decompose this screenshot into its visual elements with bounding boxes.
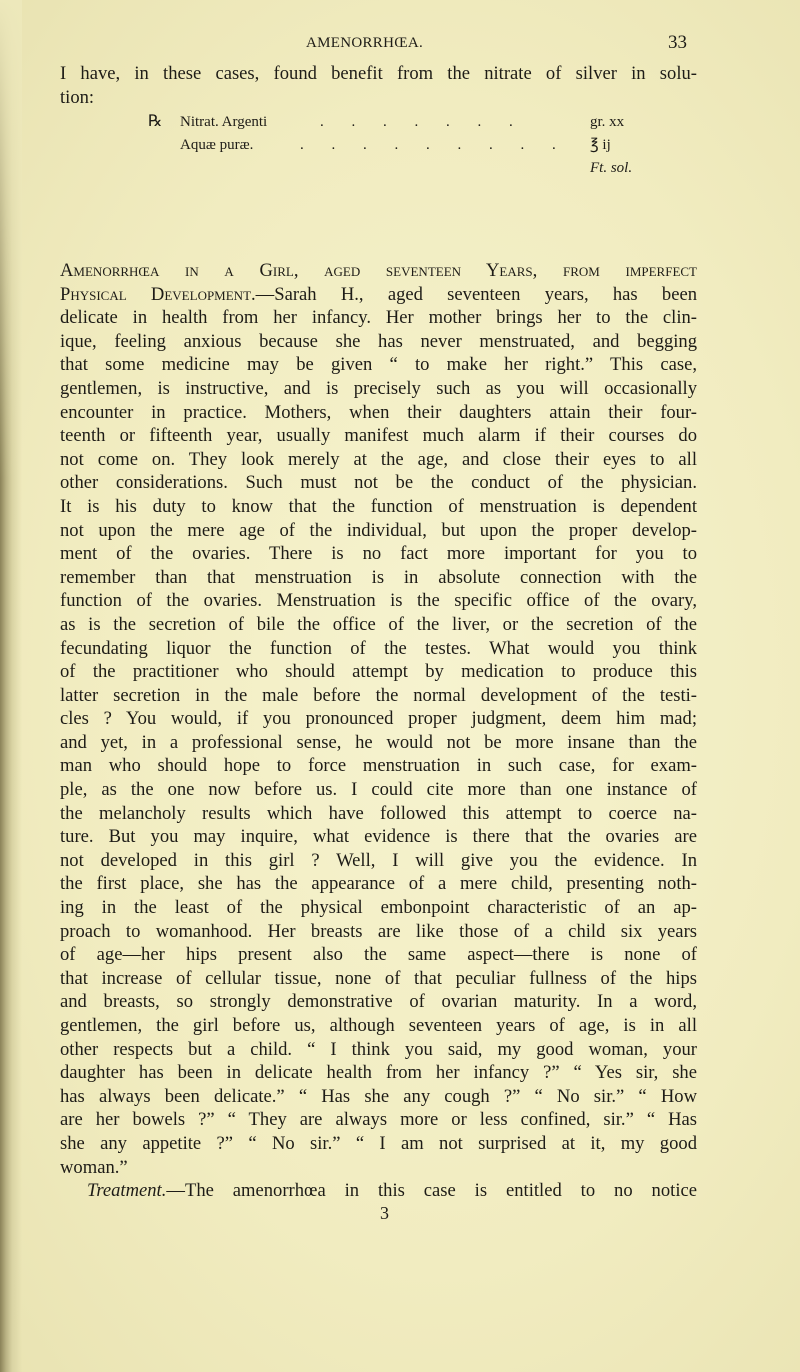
text-line: ique, feeling anxious because she has never menstruated, and begging xyxy=(60,330,697,352)
text-line: ing in the least of the physical embonpoint characteristic of an ap- xyxy=(60,897,697,919)
text-line: teenth or fifteenth year, usually manifest much alarm if their courses do xyxy=(60,425,697,447)
text-line: that some medicine may be given “ to make her right.” This case, xyxy=(60,354,697,376)
ingredient-quantity: ℥ ij xyxy=(590,137,611,153)
intro-paragraph xyxy=(60,62,697,109)
ingredient-name: Nitrat. Argenti xyxy=(180,114,268,130)
text-line: ment of the ovaries. There is no fact more important for you to xyxy=(60,543,697,565)
text-line: other considerations. Such must not be the conduct of the physician. xyxy=(60,472,697,494)
recipe-symbol: ℞ xyxy=(148,113,163,130)
leader-dots: . . . . . . . xyxy=(320,114,525,130)
prescription-item xyxy=(0,134,800,156)
text-fragment: —The amenorrhœa in this case is entitled to no notice xyxy=(166,1180,697,1202)
text-line: proach to womanhood. Her breasts are like those of a child six years xyxy=(60,920,697,942)
text-line: and yet, in a professional sense, he would not be more insane than the xyxy=(60,731,697,753)
page-number: 33 xyxy=(668,32,687,53)
text-line: that increase of cellular tissue, none of that peculiar fullness of the hips xyxy=(60,967,697,989)
ingredient-quantity: gr. xx xyxy=(590,114,625,130)
text-line: function of the ovaries. Menstruation is the specific office of the ovary, xyxy=(60,590,697,612)
case-section xyxy=(60,259,697,1203)
text-line: as is the secretion of bile the office of the liver, or the secretion of the xyxy=(60,613,697,635)
text-line: other respects but a child. “ I think you said, my good woman, your xyxy=(60,1038,697,1060)
signature-mark: 3 xyxy=(380,1203,389,1223)
text-line: delicate in health from her infancy. Her mother brings her to the clin- xyxy=(60,307,697,329)
text-line: remember than that menstruation is in absolute connection with the xyxy=(60,566,697,588)
text-line: not developed in this girl ? Well, I will give you the evidence. In xyxy=(60,849,697,871)
text-line: the melancholy results which have followed this attempt to coerce na- xyxy=(60,802,697,824)
text-line: of age—her hips present also the same aspect—there is none of xyxy=(60,944,697,966)
text-line: fecundating liquor the function of the testes. What would you think xyxy=(60,637,697,659)
section-heading: Amenorrhœa in a Girl, aged seventeen Years, from imperfect xyxy=(60,260,697,281)
text-fragment: —Sarah H., aged seventeen years, has been xyxy=(255,283,697,305)
prescription-instruction: Ft. sol. xyxy=(590,160,633,176)
text-line: ture. But you may inquire, what evidence is there that the ovaries are xyxy=(60,826,697,848)
leader-dots: . . . . . . . . . xyxy=(300,137,568,153)
text-line: encounter in practice. Mothers, when their daughters attain their four- xyxy=(60,401,697,423)
text-line: not upon the mere age of the individual, but upon the proper develop- xyxy=(60,519,697,541)
text-line xyxy=(60,283,697,307)
text-line: not come on. They look merely at the age, and close their eyes to all xyxy=(60,448,697,470)
text-line: has always been delicate.” “ Has she any cough ?” “ No sir.” “ How xyxy=(60,1085,697,1107)
text-line: gentlemen, is instructive, and is precisely such as you will occasionally xyxy=(60,377,697,399)
prescription-item xyxy=(0,111,800,133)
case-body xyxy=(60,306,697,1179)
text-line: and breasts, so strongly demonstrative of ovarian maturity. In a word, xyxy=(60,991,697,1013)
text-line: tion: xyxy=(60,86,95,108)
text-line: of the practitioner who should attempt by medication to produce this xyxy=(60,661,697,683)
running-title: AMENORRHŒA. xyxy=(306,35,424,51)
treatment-line xyxy=(60,1179,697,1203)
text-line: latter secretion in the male before the normal development of the testi- xyxy=(60,684,697,706)
text-line: are her bowels ?” “ They are always more or less confined, sir.” “ Has xyxy=(60,1109,697,1131)
text-line: man who should hope to force menstruation in such case, for exam- xyxy=(60,755,697,777)
text-line: woman.” xyxy=(60,1156,128,1178)
ingredient-name: Aquæ puræ. xyxy=(180,137,254,153)
text-line: cles ? You would, if you pronounced proper judgment, deem him mad; xyxy=(60,708,697,730)
text-line: gentlemen, the girl before us, although seventeen years of age, is in all xyxy=(60,1015,697,1036)
text-line: ple, as the one now before us. I could cite more than one instance of xyxy=(60,779,697,801)
text-line: I have, in these cases, found benefit from the nitrate of silver in solu- xyxy=(60,63,697,84)
binding-fade xyxy=(0,0,22,480)
running-header xyxy=(0,32,800,56)
text-line: she any appetite ?” “ No sir.” “ I am not surprised at it, my good xyxy=(60,1132,697,1154)
text-line: It is his duty to know that the function of menstruation is dependent xyxy=(60,495,697,517)
treatment-label: Treatment. xyxy=(87,1180,167,1202)
section-heading-cont: Physical Development. xyxy=(60,283,256,305)
text-line: daughter has been in delicate health from her infancy ?” “ Yes sir, she xyxy=(60,1062,697,1084)
text-line: the first place, she has the appearance of a mere child, presenting noth- xyxy=(60,873,697,895)
